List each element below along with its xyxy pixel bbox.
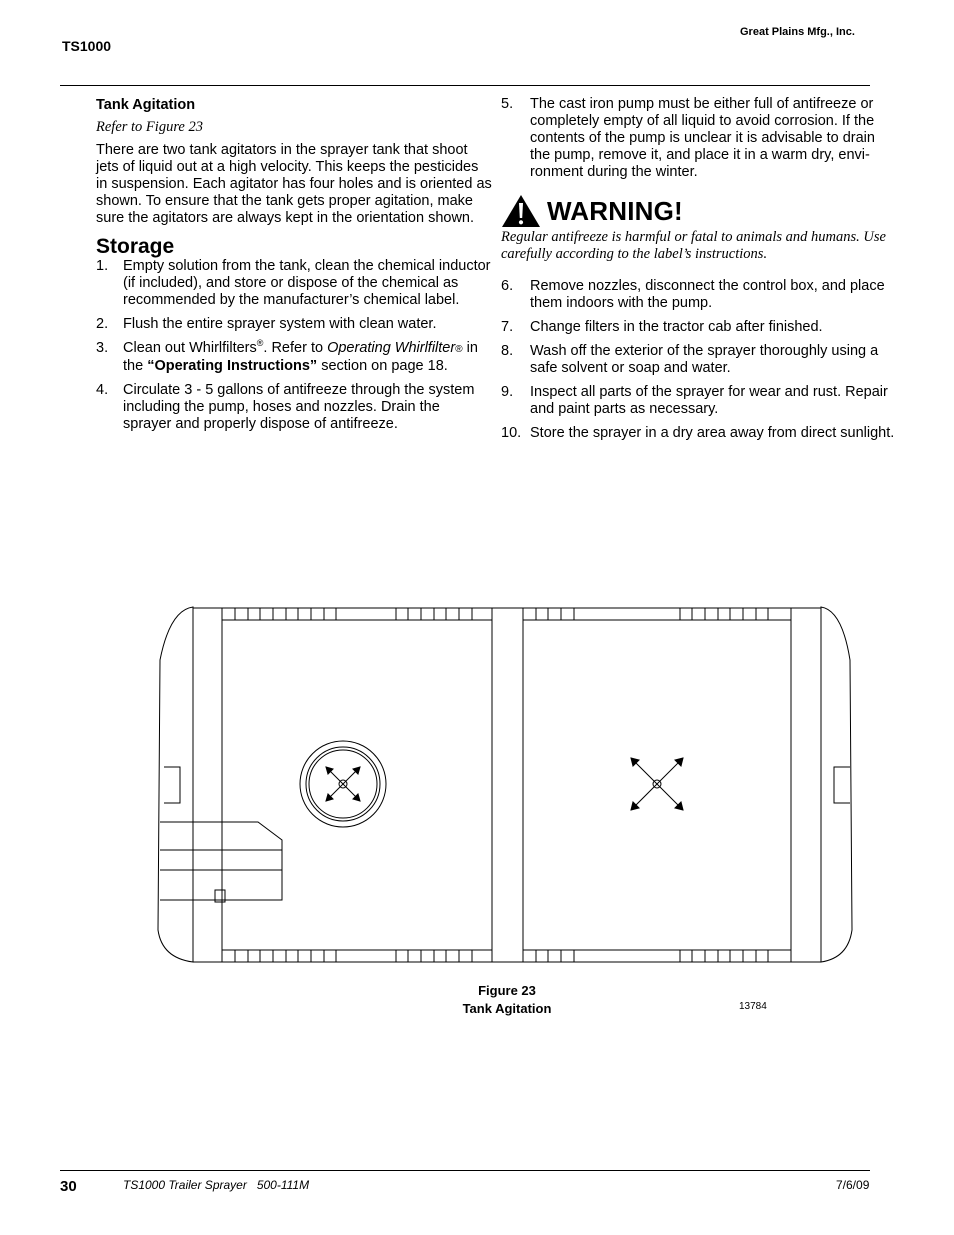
- left-tank-panel: [222, 608, 492, 962]
- document-model: TS1000: [62, 38, 112, 54]
- item-text: Store the sprayer in a dry area away from direct sunlight.: [530, 425, 895, 441]
- footer-rule: [60, 1170, 870, 1171]
- company-name: Great Plains Mfg., Inc.: [740, 26, 855, 38]
- list-item: [501, 384, 896, 418]
- item-text: The cast iron pump must be either full of antifreeze or completely empty of all liquid to avoid corrosion. If the contents of the pump is unclear it is advisable to drain the pump, remove it, and place it in a warm dry, environment during the winter.: [530, 96, 875, 180]
- footer-title: TS1000 Trailer Sprayer 500-111M: [123, 1178, 310, 1192]
- left-frame: [193, 608, 222, 962]
- ticks-top-left: [235, 608, 472, 620]
- page-number: 30: [60, 1178, 77, 1195]
- item-number: 8.: [501, 343, 514, 359]
- right-column: [501, 96, 896, 449]
- header-rule: [60, 85, 870, 86]
- agitator-right-icon: [631, 758, 683, 810]
- item-text: Wash off the exterior of the sprayer thoroughly using a safe solvent or soap and water.: [530, 343, 879, 376]
- item-text: Inspect all parts of the sprayer for wear and rust. Repair and paint parts as necessary.: [530, 384, 888, 417]
- list-item: [96, 258, 492, 309]
- warning-triangle-icon: [501, 194, 541, 228]
- list-item: [501, 425, 896, 442]
- item-number: 3.: [96, 340, 109, 356]
- footer-date: 7/6/09: [836, 1178, 870, 1192]
- list-item: [501, 96, 896, 181]
- ticks-top-right: [536, 608, 768, 620]
- list-item: [501, 343, 896, 377]
- item-text-italic: Operating Whirlfilter: [327, 340, 456, 356]
- storage-heading: Storage: [96, 235, 175, 258]
- list-item: [501, 278, 896, 312]
- item-number: 5.: [501, 96, 514, 112]
- tank-agitation-figure: [140, 600, 880, 970]
- item-number: 7.: [501, 319, 514, 335]
- item-text-part: Clean out Whirlfilters: [123, 340, 257, 356]
- storage-steps-list-continued-2: [501, 278, 896, 442]
- figure-label: Figure 23: [478, 983, 536, 998]
- agitation-paragraph: There are two tank agitators in the sprayer tank that shoot jets of liquid out at a high velocity. This keeps the pesticides in suspension. Each agitator has four holes and is oriented as shown. To ensure that the tank gets proper agitation, make sure the agitators are always kept in the orientation shown.: [96, 142, 492, 226]
- list-item: [501, 319, 896, 336]
- registered-mark: ®: [256, 338, 264, 349]
- item-text-part: section on page 18.: [317, 358, 448, 374]
- item-text-part: in the: [123, 340, 478, 374]
- warning-title: WARNING!: [547, 195, 683, 226]
- figure-caption: Tank Agitation: [462, 1001, 552, 1016]
- registered-mark: ®: [455, 344, 463, 355]
- figure-reference: Refer to Figure 23: [96, 119, 203, 135]
- item-text: Empty solution from the tank, clean the chemical inductor (if included), and store or dispose of the chemical as recommended by the manufacturer’s chemical label.: [123, 258, 491, 308]
- right-frame: [791, 608, 821, 962]
- right-end-cap: [821, 607, 852, 962]
- item-number: 1.: [96, 258, 109, 274]
- item-text-part: . Refer to: [263, 340, 328, 356]
- ticks-bottom-left: [235, 950, 472, 962]
- left-end-cap: [158, 607, 193, 962]
- warning-header: [501, 194, 896, 228]
- list-item: [96, 340, 492, 375]
- item-number: 9.: [501, 384, 514, 400]
- list-item: [96, 316, 492, 333]
- item-number: 6.: [501, 278, 514, 294]
- left-column: [96, 97, 492, 440]
- item-text: Remove nozzles, disconnect the control box, and place them indoors with the pump.: [530, 278, 885, 311]
- agitator-left-icon: [326, 767, 360, 801]
- item-text: Change filters in the tractor cab after finished.: [530, 319, 823, 335]
- warning-text: Regular antifreeze is harmful or fatal to animals and humans. Use carefully according to the label’s instructions.: [501, 229, 886, 262]
- storage-steps-list-continued: [501, 96, 896, 181]
- item-text: Flush the entire sprayer system with clean water.: [123, 316, 437, 332]
- center-divider: [492, 608, 523, 962]
- sump-outline: [160, 822, 282, 900]
- section-subheading: Tank Agitation: [96, 97, 196, 113]
- item-number: 2.: [96, 316, 109, 332]
- item-number: 4.: [96, 382, 109, 398]
- item-text-bold: “Operating Instructions”: [147, 358, 318, 374]
- item-text: Circulate 3 - 5 gallons of antifreeze through the system including the pump, hoses and nozzles. Drain the sprayer and properly dispose of antifreeze.: [123, 382, 475, 432]
- list-item: [96, 382, 492, 433]
- figure-number: 13784: [739, 1001, 767, 1012]
- storage-steps-list: [96, 258, 492, 433]
- item-number: 10.: [501, 425, 522, 441]
- right-tank-panel: [523, 608, 791, 962]
- ticks-bottom-right: [536, 950, 768, 962]
